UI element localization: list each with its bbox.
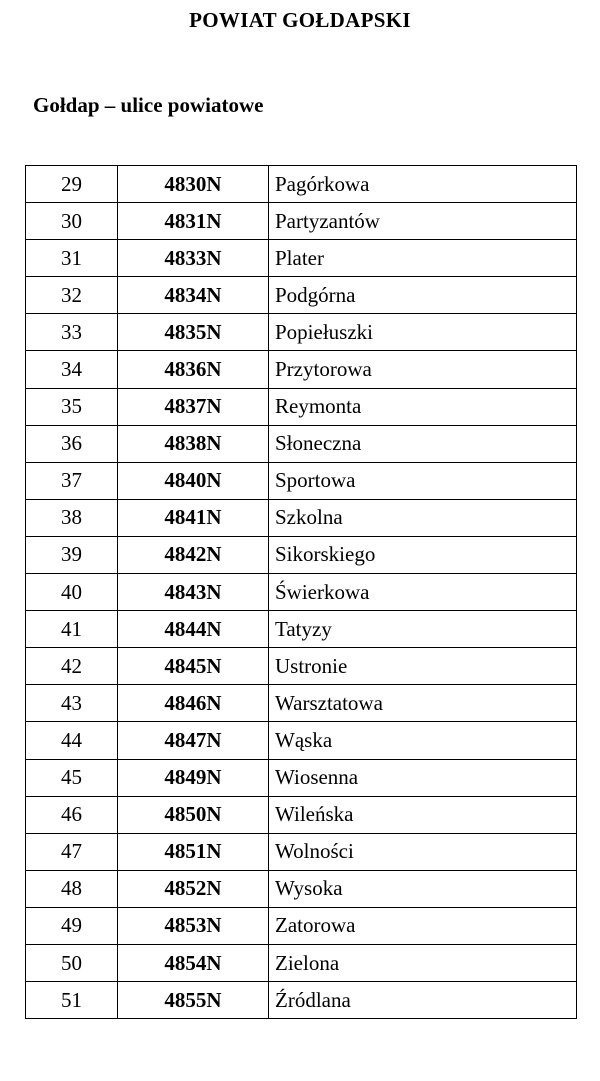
row-number-cell: 50 <box>26 944 118 981</box>
row-number-cell: 34 <box>26 351 118 388</box>
road-code-cell: 4852N <box>118 870 269 907</box>
street-name-cell: Plater <box>269 240 577 277</box>
streets-table-body <box>26 166 577 1019</box>
street-name-cell: Wąska <box>269 722 577 759</box>
table-row <box>26 425 577 462</box>
street-name-cell: Słoneczna <box>269 425 577 462</box>
row-number-cell: 42 <box>26 648 118 685</box>
row-number-cell: 33 <box>26 314 118 351</box>
row-number-cell: 44 <box>26 722 118 759</box>
street-name-cell: Zielona <box>269 944 577 981</box>
road-code-cell: 4830N <box>118 166 269 203</box>
road-code-cell: 4849N <box>118 759 269 796</box>
road-code-cell: 4834N <box>118 277 269 314</box>
road-code-cell: 4850N <box>118 796 269 833</box>
streets-table <box>25 165 577 1019</box>
row-number-cell: 41 <box>26 611 118 648</box>
table-row <box>26 388 577 425</box>
row-number-cell: 47 <box>26 833 118 870</box>
table-row <box>26 536 577 573</box>
page-title: POWIAT GOŁDAPSKI <box>189 8 411 32</box>
row-number-cell: 46 <box>26 796 118 833</box>
table-row <box>26 982 577 1019</box>
street-name-cell: Wileńska <box>269 796 577 833</box>
road-code-cell: 4841N <box>118 499 269 536</box>
street-name-cell: Źródlana <box>269 982 577 1019</box>
row-number-cell: 31 <box>26 240 118 277</box>
row-number-cell: 43 <box>26 685 118 722</box>
road-code-cell: 4846N <box>118 685 269 722</box>
table-row <box>26 203 577 240</box>
table-row <box>26 796 577 833</box>
table-row <box>26 611 577 648</box>
row-number-cell: 32 <box>26 277 118 314</box>
row-number-cell: 49 <box>26 907 118 944</box>
table-row <box>26 499 577 536</box>
table-row <box>26 462 577 499</box>
table-row <box>26 240 577 277</box>
street-name-cell: Wysoka <box>269 870 577 907</box>
street-name-cell: Sportowa <box>269 462 577 499</box>
street-name-cell: Wolności <box>269 833 577 870</box>
table-row <box>26 166 577 203</box>
row-number-cell: 37 <box>26 462 118 499</box>
street-name-cell: Reymonta <box>269 388 577 425</box>
street-name-cell: Podgórna <box>269 277 577 314</box>
road-code-cell: 4837N <box>118 388 269 425</box>
row-number-cell: 45 <box>26 759 118 796</box>
section-subtitle: Gołdap – ulice powiatowe <box>33 93 264 117</box>
road-code-cell: 4836N <box>118 351 269 388</box>
table-row <box>26 870 577 907</box>
street-name-cell: Szkolna <box>269 499 577 536</box>
table-row <box>26 277 577 314</box>
road-code-cell: 4835N <box>118 314 269 351</box>
road-code-cell: 4840N <box>118 462 269 499</box>
table-row <box>26 685 577 722</box>
road-code-cell: 4842N <box>118 536 269 573</box>
road-code-cell: 4833N <box>118 240 269 277</box>
row-number-cell: 36 <box>26 425 118 462</box>
road-code-cell: 4851N <box>118 833 269 870</box>
row-number-cell: 39 <box>26 536 118 573</box>
table-row <box>26 907 577 944</box>
road-code-cell: 4853N <box>118 907 269 944</box>
road-code-cell: 4831N <box>118 203 269 240</box>
street-name-cell: Świerkowa <box>269 574 577 611</box>
table-row <box>26 833 577 870</box>
table-row <box>26 648 577 685</box>
street-name-cell: Pagórkowa <box>269 166 577 203</box>
table-row <box>26 314 577 351</box>
street-name-cell: Tatyzy <box>269 611 577 648</box>
row-number-cell: 51 <box>26 982 118 1019</box>
road-code-cell: 4854N <box>118 944 269 981</box>
street-name-cell: Wiosenna <box>269 759 577 796</box>
street-name-cell: Warsztatowa <box>269 685 577 722</box>
row-number-cell: 30 <box>26 203 118 240</box>
street-name-cell: Popiełuszki <box>269 314 577 351</box>
table-row <box>26 574 577 611</box>
street-name-cell: Sikorskiego <box>269 536 577 573</box>
road-code-cell: 4845N <box>118 648 269 685</box>
row-number-cell: 38 <box>26 499 118 536</box>
street-name-cell: Partyzantów <box>269 203 577 240</box>
table-row <box>26 944 577 981</box>
road-code-cell: 4844N <box>118 611 269 648</box>
road-code-cell: 4843N <box>118 574 269 611</box>
table-row <box>26 759 577 796</box>
road-code-cell: 4847N <box>118 722 269 759</box>
row-number-cell: 48 <box>26 870 118 907</box>
table-row <box>26 351 577 388</box>
street-name-cell: Ustronie <box>269 648 577 685</box>
table-row <box>26 722 577 759</box>
street-name-cell: Zatorowa <box>269 907 577 944</box>
street-name-cell: Przytorowa <box>269 351 577 388</box>
row-number-cell: 35 <box>26 388 118 425</box>
road-code-cell: 4855N <box>118 982 269 1019</box>
road-code-cell: 4838N <box>118 425 269 462</box>
row-number-cell: 40 <box>26 574 118 611</box>
row-number-cell: 29 <box>26 166 118 203</box>
